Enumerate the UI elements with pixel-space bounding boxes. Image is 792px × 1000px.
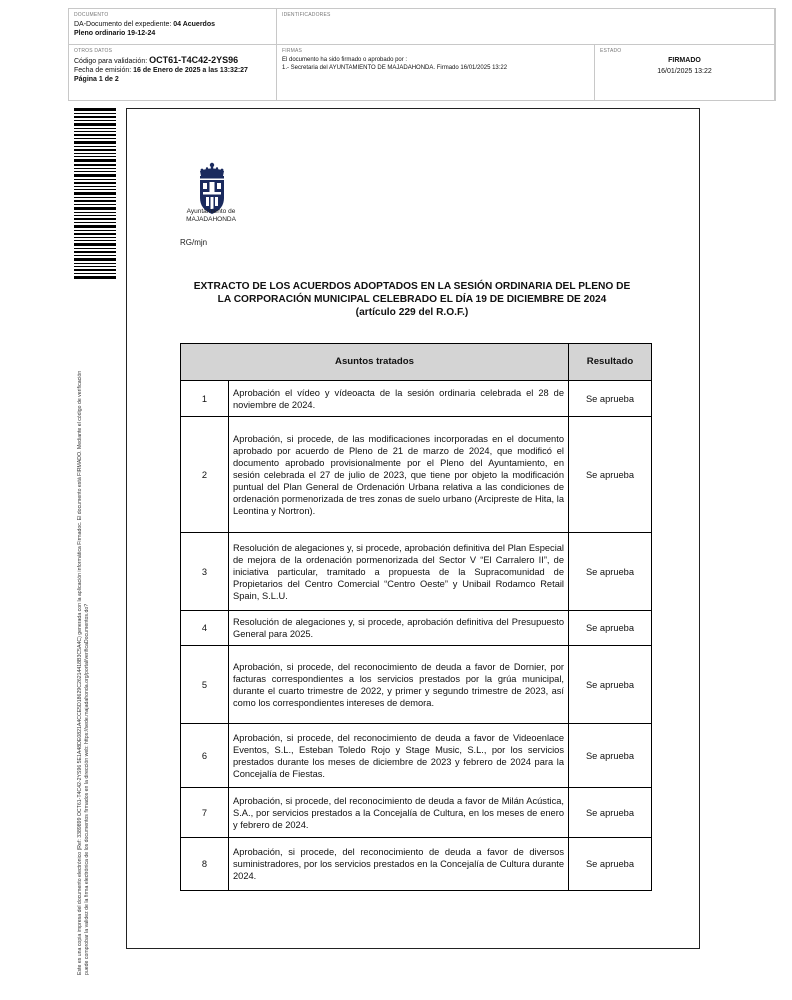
row-resultado: Se aprueba [569,533,652,611]
side-legal-text [77,285,113,975]
barcode-icon [74,108,116,280]
table-row [181,724,652,788]
documento-name: 04 Acuerdos [173,21,215,28]
logo-line2: MAJADAHONDA [186,216,236,223]
row-number: 1 [181,381,229,417]
acuerdos-table [180,343,652,891]
table-row [181,381,652,417]
row-number: 2 [181,417,229,533]
row-resultado: Se aprueba [569,417,652,533]
estado-caption: ESTADO [600,48,622,54]
identificadores-caption: IDENTIFICADORES [282,12,331,18]
row-number: 8 [181,838,229,891]
table-row [181,611,652,646]
table-row [181,646,652,724]
row-asunto: Aprobación, si procede, del reconocimiento de deuda a favor de Videoenlace Eventos, S.L., Esteban Toledo Rojo y Stage Music, S.L., por los servicios prestados durante los meses de diciembre de 2023 y febrero de 2024 para la Concejalía de Fiestas. [229,724,569,788]
row-asunto: Aprobación, si procede, del reconocimiento de deuda a favor de Milán Acústica, S.A., por servicios prestados a la Concejalía de Cultura, en los meses de enero y febrero de 2024. [229,788,569,838]
estado-fecha: 16/01/2025 13:22 [657,68,712,75]
firmas-caption: FIRMAS [282,48,303,54]
logo-line1: Ayuntamiento de [186,208,236,215]
estado-value: FIRMADO [668,57,701,64]
row-number: 6 [181,724,229,788]
otros-datos-cell [69,45,277,101]
row-asunto: Resolución de alegaciones y, si procede, aprobación definitiva del Plan Especial de mejora de la ordenación pormenorizada del Sector V “El Carralero II”, de iniciativa particular, tramitado a propuesta de la Supracomunidad de Propietarios del Centro Comercial “Centro Oeste” y Unibail Rodamco Retail Spain, S.L.U. [229,533,569,611]
row-number: 5 [181,646,229,724]
documento-prefix: DA-Documento del expediente: [74,21,174,28]
codigo-validacion: OCT61-T4C42-2YS96 [149,55,239,65]
document-header [68,8,776,101]
row-resultado: Se aprueba [569,724,652,788]
row-resultado: Se aprueba [569,646,652,724]
documento-line2: Pleno ordinario 19-12-24 [74,30,156,37]
table-row [181,788,652,838]
fecha-label: Fecha de emisión: [74,67,134,74]
logo-caption [176,208,246,224]
header-asuntos: Asuntos tratados [181,344,569,381]
reference-initials: RG/mjn [180,238,208,247]
title-line1: EXTRACTO DE LOS ACUERDOS ADOPTADOS EN LA SESIÓN ORDINARIA DEL PLENO DE [193,281,631,292]
documento-cell [69,9,277,45]
table-row [181,533,652,611]
codigo-label: Código para validación: [74,58,150,65]
row-asunto: Aprobación, si procede, del reconocimiento de deuda a favor de Dornier, por facturas correspondientes a los servicios prestados por la grúa municipal, durante el cuarto trimestre de 2022, y primer y segundo trimestre de 2023, así como los correspondientes intereses de demora. [229,646,569,724]
row-asunto: Aprobación el vídeo y vídeoacta de la sesión ordinaria celebrada el 28 de noviembre de 2024. [229,381,569,417]
row-number: 4 [181,611,229,646]
row-asunto: Aprobación, si procede, de las modificaciones incorporadas en el documento aprobado por acuerdo de Pleno de 21 de marzo de 2024, que modificó el documento aprobado provisionalmente por el Pleno del Ayuntamiento, en sesión celebrada el 27 de julio de 2023, que tiene por objeto la modificación puntual del Plan General de Ordenación Urbana relativa a las condiciones de ordenación pormenorizada de tres zonas de suelo urbano (Arcipreste de Hita, la Leontina y Nortron). [229,417,569,533]
documento-caption: DOCUMENTO [74,12,109,18]
row-resultado: Se aprueba [569,788,652,838]
identificadores-cell [277,9,775,45]
estado-cell [595,45,775,101]
row-asunto: Aprobación, si procede, del reconocimiento de deuda a favor de diversos suministradores, por los servicios prestados en la Concejalía de Cultura durante 2024. [229,838,569,891]
firmas-line2: 1.- Secretaria del AYUNTAMIENTO DE MAJADAHONDA. Firmado 16/01/2025 13:22 [282,65,508,71]
side-legal-line1: Este es una copia impresa del documento electrónico (Ref: 3389899 OCT61-T4C42-2YS96 5E1A48DE0821A4CCE5D18629C26214418B3C5A4C) generada con la aplicación informática Firmadoc. El documento está FIRMADO. Mediante el código de verificación [77,370,83,975]
otros-caption: OTROS DATOS [74,48,113,54]
row-number: 3 [181,533,229,611]
row-resultado: Se aprueba [569,611,652,646]
firmas-line1: El documento ha sido firmado o aprobado por : [282,57,408,63]
side-legal-line2: puede comprobar la validez de la firma electrónica de los documentos firmados en la dirección web: https://sede.majadahonda.org/portal/verificaDocumentos.do? [84,603,90,975]
row-resultado: Se aprueba [569,381,652,417]
document-title [150,280,674,319]
header-resultado: Resultado [569,344,652,381]
fecha-emision: 16 de Enero de 2025 a las 13:32:27 [133,67,248,74]
table-header-row [181,344,652,381]
pagina-indicator: Página 1 de 2 [74,76,119,83]
title-line3: (artículo 229 del R.O.F.) [355,307,469,318]
row-asunto: Resolución de alegaciones y, si procede, aprobación definitiva del Presupuesto General para 2025. [229,611,569,646]
table-row [181,417,652,533]
firmas-cell [277,45,595,101]
row-number: 7 [181,788,229,838]
row-resultado: Se aprueba [569,838,652,891]
title-line2: LA CORPORACIÓN MUNICIPAL CELEBRADO EL DÍA 19 DE DICIEMBRE DE 2024 [217,294,607,305]
table-row [181,838,652,891]
